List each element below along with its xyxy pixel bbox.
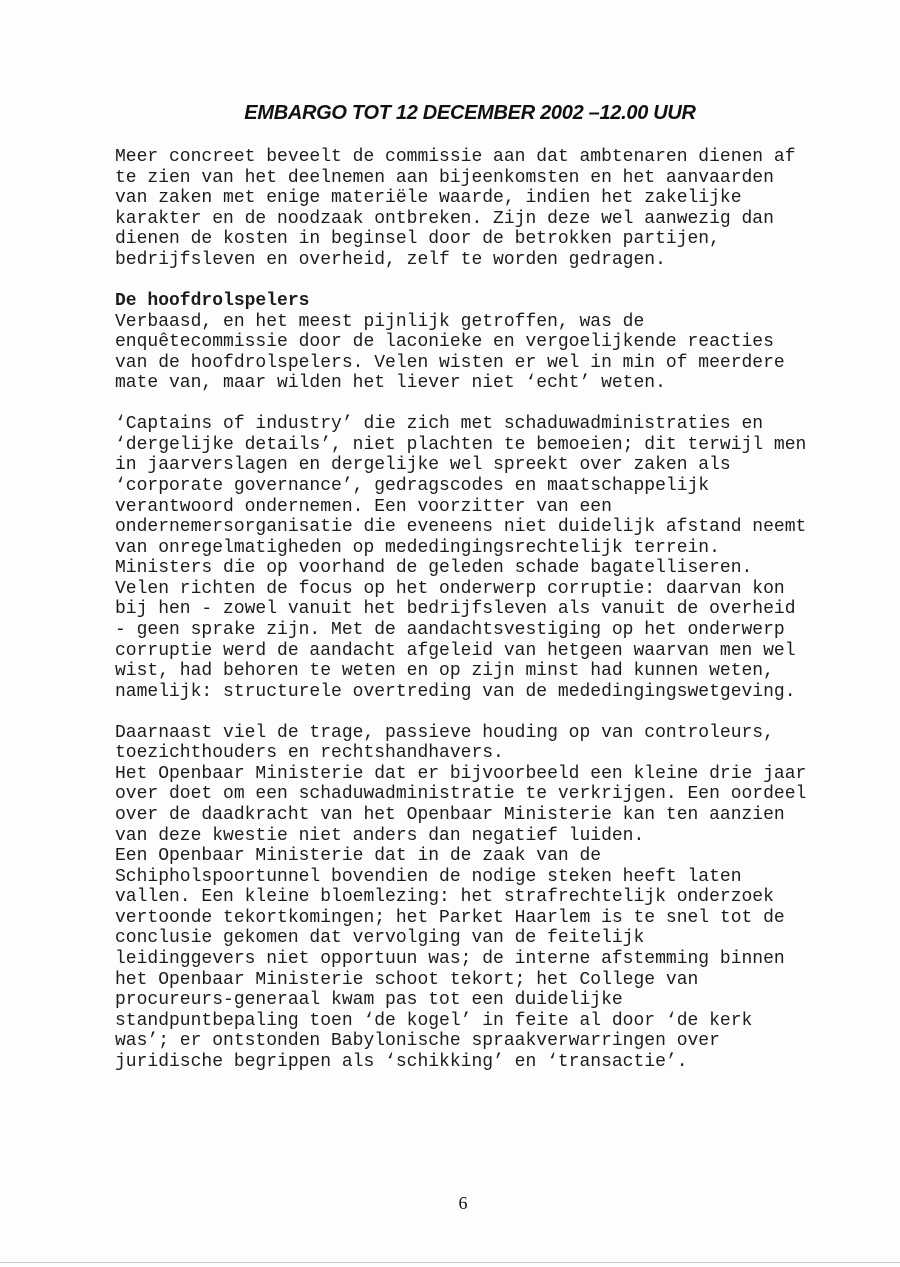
text-line: van de hoofdrolspelers. Velen wisten er wel in min of meerdere (115, 352, 785, 373)
text-line: namelijk: structurele overtreding van de mededingingswetgeving. (115, 681, 796, 702)
section-heading: De hoofdrolspelers (115, 290, 310, 311)
text-line: conclusie gekomen dat vervolging van de feitelijk (115, 928, 645, 949)
text-line: dienen de kosten in beginsel door de betrokken partijen, (115, 229, 720, 250)
bottom-divider (0, 1262, 900, 1263)
page-number: 6 (458, 1193, 468, 1213)
text-line: bedrijfsleven en overheid, zelf te worden gedragen. (115, 249, 666, 270)
embargo-header: EMBARGO TOT 12 DECEMBER 2002 –12.00 UUR (244, 102, 696, 124)
text-line: over de daadkracht van het Openbaar Ministerie kan ten aanzien (115, 805, 785, 825)
text-line: was’; er ontstonden Babylonische spraakverwarringen over (115, 1031, 720, 1052)
text-line: over doet om een schaduwadministratie te verkrijgen. Een oordeel (115, 784, 807, 805)
text-line: procureurs-generaal kwam pas tot een duidelijke (115, 990, 623, 1011)
text-line: Meer concreet beveelt de commissie aan dat ambtenaren dienen af (115, 147, 796, 167)
body-text (115, 147, 875, 1072)
text-line: bij hen - zowel vanuit het bedrijfsleven als vanuit de overheid (115, 599, 796, 620)
text-line: van onregelmatigheden op mededingingsrechtelijk terrein. (115, 537, 720, 558)
text-line: Schipholspoortunnel bovendien de nodige steken heeft laten (115, 866, 742, 887)
text-line: standpuntbepaling toen ‘de kogel’ in feite al door ‘de kerk (115, 1010, 753, 1031)
text-line: toezichthouders en rechtshandhavers. (115, 743, 504, 764)
section-hoofdrolspelers (115, 291, 875, 394)
text-line: Daarnaast viel de trage, passieve houding op van controleurs, (115, 722, 774, 743)
text-line: wist, had behoren te weten en op zijn minst had kunnen weten, (115, 661, 774, 682)
paragraph-captains-of-industry (115, 414, 875, 702)
text-line: juridische begrippen als ‘schikking’ en ‘transactie’. (115, 1051, 688, 1072)
text-line: Verbaasd, en het meest pijnlijk getroffen, was de (115, 311, 645, 332)
text-line: Velen richten de focus op het onderwerp corruptie: daarvan kon (115, 578, 785, 599)
text-line: vertoonde tekortkomingen; het Parket Haarlem is te snel tot de (115, 907, 785, 928)
text-line: ‘corporate governance’, gedragscodes en maatschappelijk (115, 476, 710, 496)
text-line: enquêtecommissie door de laconieke en vergoelijkende reacties (115, 332, 774, 353)
text-line: - geen sprake zijn. Met de aandachtsvestiging op het onderwerp (115, 619, 785, 640)
text-line: vallen. Een kleine bloemlezing: het strafrechtelijk onderzoek (115, 887, 774, 908)
text-line: mate van, maar wilden het liever niet ‘echt’ weten. (115, 373, 666, 394)
text-line: Het Openbaar Ministerie dat er bijvoorbeeld een kleine drie jaar (115, 763, 807, 784)
text-line: van zaken met enige materiële waarde, indien het zakelijke (115, 188, 742, 209)
text-line: leidinggevers niet opportuun was; de interne afstemming binnen (115, 948, 785, 969)
text-line: corruptie werd de aandacht afgeleid van hetgeen waarvan men wel (115, 640, 796, 661)
paragraph-recommendation (115, 147, 875, 270)
text-line: het Openbaar Ministerie schoot tekort; het College van (115, 969, 699, 990)
text-line: Een Openbaar Ministerie dat in de zaak van de (115, 846, 602, 867)
text-line: van deze kwestie niet anders dan negatief luiden. (115, 825, 645, 846)
text-line: Ministers die op voorhand de geleden schade bagatelliseren. (115, 558, 753, 579)
text-line: verantwoord ondernemen. Een voorzitter van een (115, 496, 612, 517)
text-line: ondernemersorganisatie die eveneens niet duidelijk afstand neemt (115, 517, 807, 538)
text-line: te zien van het deelnemen aan bijeenkomsten en het aanvaarden (115, 167, 774, 188)
text-line: ‘dergelijke details’, niet plachten te bemoeien; dit terwijl men (115, 434, 807, 455)
text-line: karakter en de noodzaak ontbreken. Zijn deze wel aanwezig dan (115, 208, 774, 229)
paragraph-controleurs (115, 723, 875, 1073)
text-line: in jaarverslagen en dergelijke wel spreekt over zaken als (115, 455, 731, 476)
text-line: ‘Captains of industry’ die zich met schaduwadministraties en (115, 414, 764, 435)
